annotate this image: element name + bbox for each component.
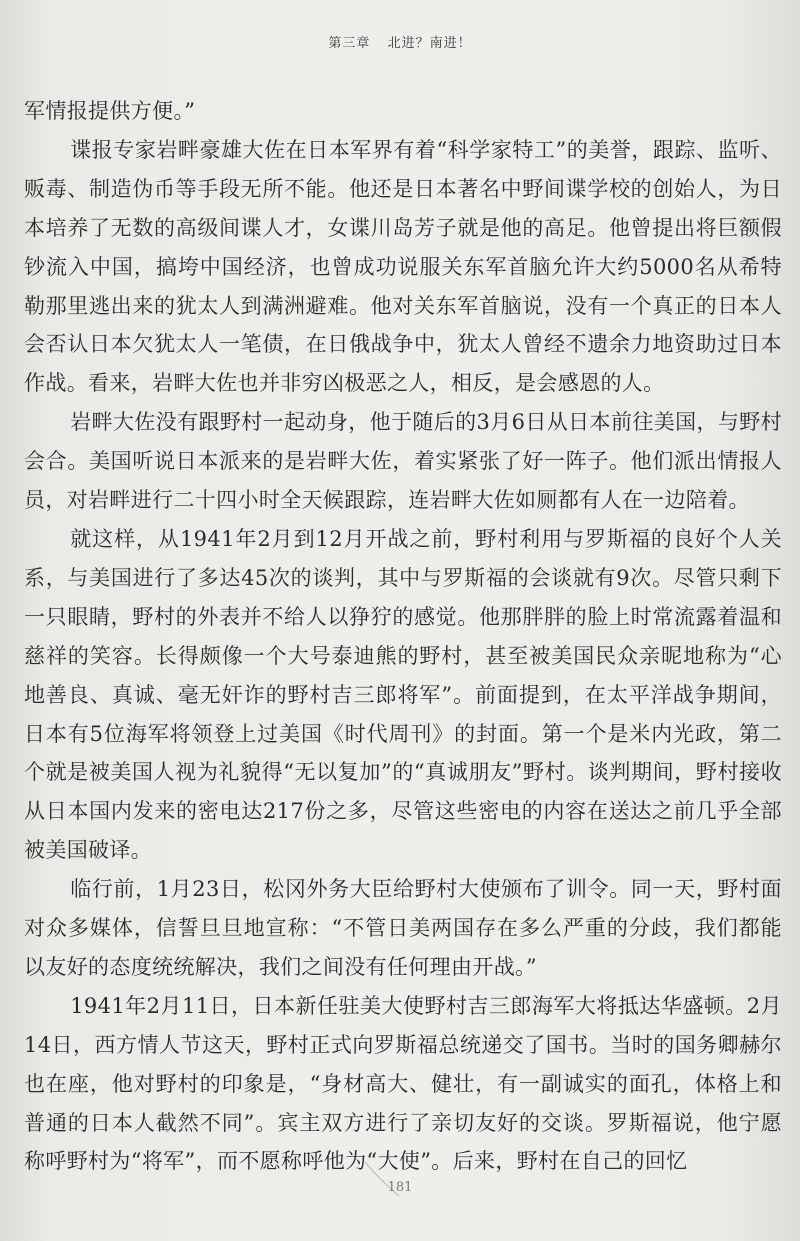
body-text (24, 92, 782, 1181)
running-header (0, 32, 800, 51)
paragraph: 临行前，1月23日，松冈外务大臣给野村大使颁布了训令。同一天，野村面对众多媒体，信誓旦旦地宣称：“不管日美两国存在多么严重的分歧，我们都能以友好的态度统统解决，我们之间没有任何理由开战。” (24, 877, 782, 979)
paragraph: 就这样，从1941年2月到12月开战之前，野村利用与罗斯福的良好个人关系，与美国进行了多达45次的谈判，其中与罗斯福的会谈就有9次。尽管只剩下一只眼睛，野村的外表并不给人以狰狞的感觉。他那胖胖的脸上时常流露着温和慈祥的笑容。长得颇像一个大号泰迪熊的野村，甚至被美国民众亲昵地称为“心地善良、真诚、毫无奸诈的野村吉三郎将军”。前面提到，在太平洋战争期间，日本有5位海军将领登上过美国《时代周刊》的封面。第一个是米内光政，第二个就是被美国人视为礼貌得“无以复加”的“真诚朋友”野村。谈判期间，野村接收从日本国内发来的密电达217份之多，尽管这些密电的内容在送达之前几乎全部被美国破译。 (24, 526, 782, 863)
chapter-label: 第三章 (328, 36, 371, 51)
chapter-title: 北进？南进！ (387, 36, 472, 51)
paragraph: 岩畔大佐没有跟野村一起动身，他于随后的3月6日从日本前往美国，与野村会合。美国听说日本派来的是岩畔大佐，着实紧张了好一阵子。他们派出情报人员，对岩畔进行二十四小时全天候跟踪，连岩畔大佐如厕都有人在一边陪着。 (24, 410, 782, 513)
paragraph: 军情报提供方便。” (24, 99, 196, 123)
paragraph: 1941年2月11日，日本新任驻美大使野村吉三郎海军大将抵达华盛顿。2月14日，西方情人节这天，野村正式向罗斯福总统递交了国书。当时的国务卿赫尔也在座，他对野村的印象是，“身材高大、健壮，有一副诚实的面孔，体格上和普通的日本人截然不同”。宾主双方进行了亲切友好的交谈。罗斯福说，他宁愿称呼野村为“将军”，而不愿称呼他为“大使”。后来，野村在自己的回忆 (24, 993, 782, 1174)
page-number: 181 (387, 1180, 413, 1195)
paragraph: 谍报专家岩畔豪雄大佐在日本军界有着“科学家特工”的美誉，跟踪、监听、贩毒、制造伪币等手段无所不能。他还是日本著名中野间谍学校的创始人，为日本培养了无数的高级间谍人才，女谍川岛芳子就是他的高足。他曾提出将巨额假钞流入中国，搞垮中国经济，也曾成功说服关东军首脑允许大约5000名从希特勒那里逃出来的犹太人到满洲避难。他对关东军首脑说，没有一个真正的日本人会否认日本欠犹太人一笔债，在日俄战争中，犹太人曾经不遗余力地资助过日本作战。看来，岩畔大佐也并非穷凶极恶之人，相反，是会感恩的人。 (24, 137, 782, 396)
